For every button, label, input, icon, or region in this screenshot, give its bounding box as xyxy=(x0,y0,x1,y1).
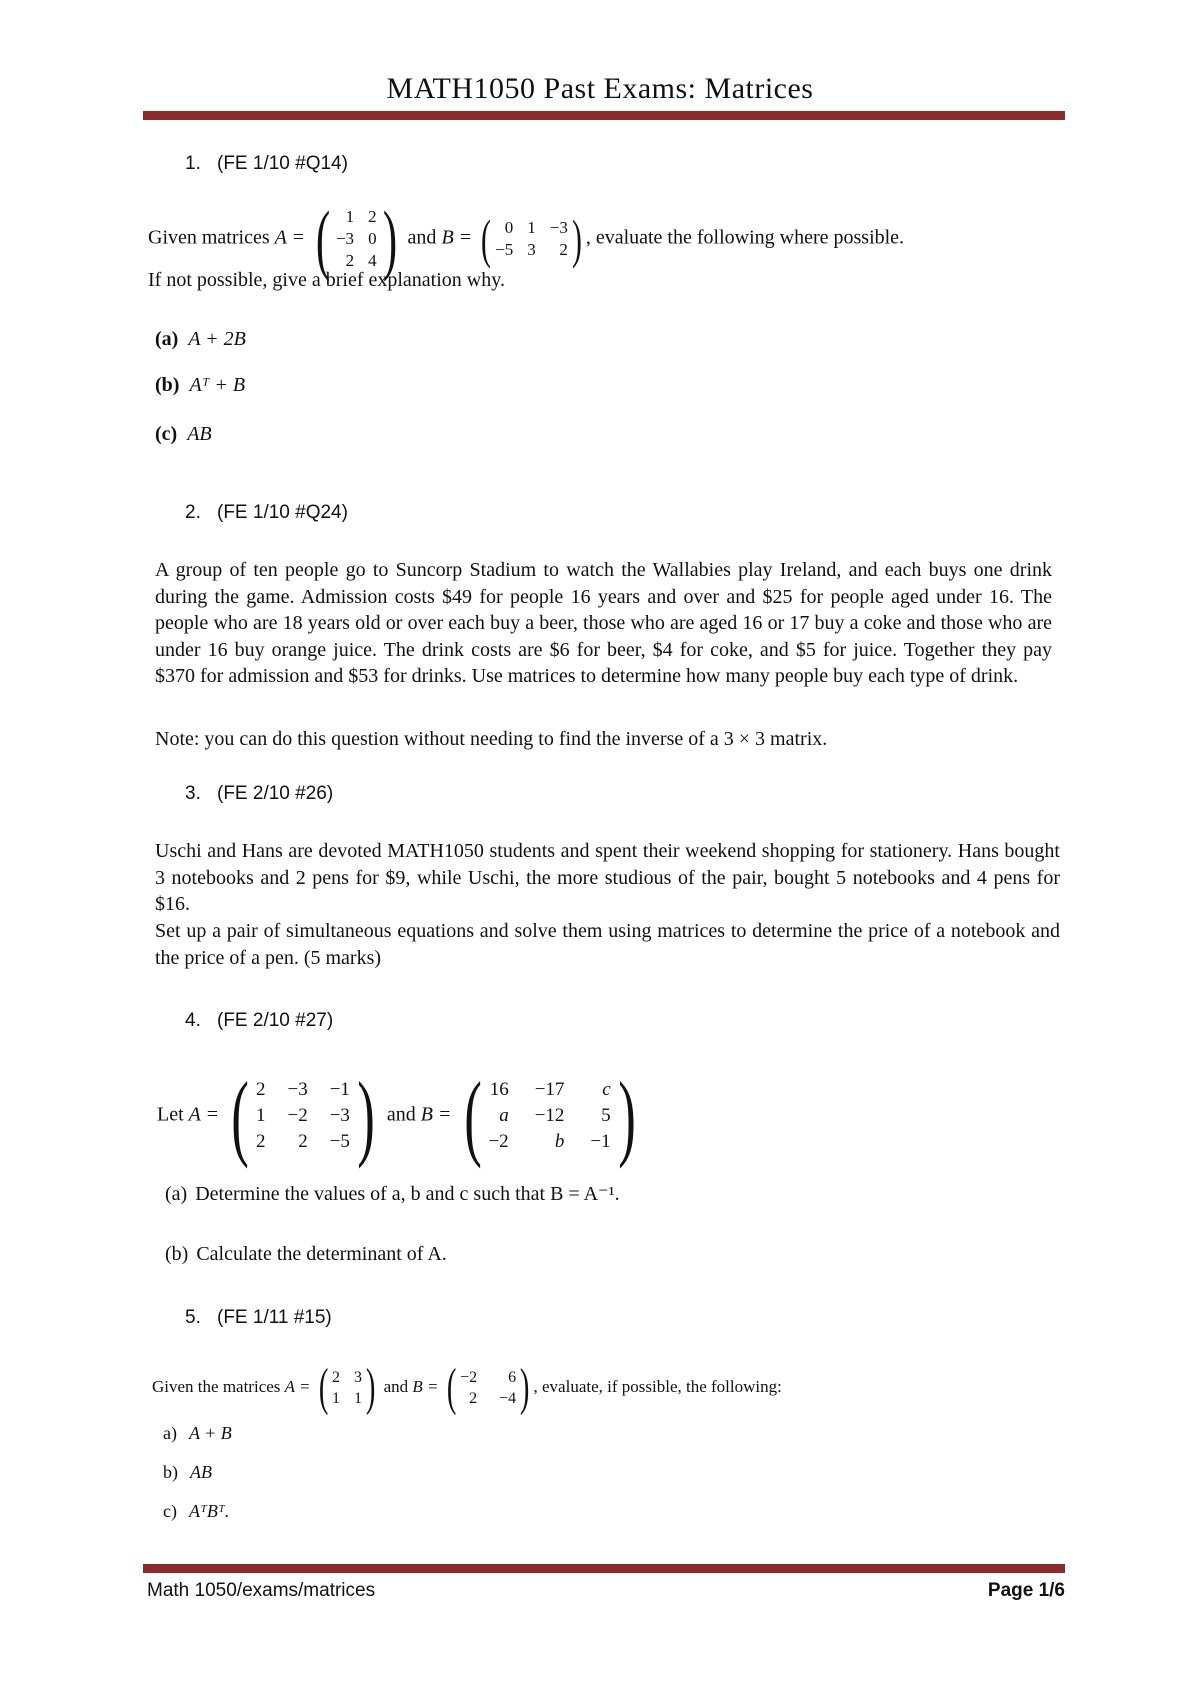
question-source: (FE 2/10 #27) xyxy=(217,1010,334,1031)
question-1-line2: If not possible, give a brief explanation why. xyxy=(148,269,505,291)
matrix-a: ( 2 3 1 1 ) xyxy=(318,1359,376,1416)
question-source: (FE 1/10 #Q14) xyxy=(217,153,348,174)
and-text: and xyxy=(383,1376,409,1396)
matrix-b: ( 16 −17 c a −12 5 −2 b −1 ) xyxy=(463,1062,636,1169)
question-3-paragraph-1: Uschi and Hans are devoted MATH1050 students and spent their weekend shopping for stationery. Hans bought 3 notebooks and 2 pens for $9, while Uschi, the more studious of the pair, bought 5 notebooks and 4 pens for $16. xyxy=(155,840,1060,915)
question-3-heading xyxy=(185,783,333,805)
question-4-part-a: (a) Determine the values of a, b and c such that B = A⁻¹. xyxy=(165,1183,620,1205)
matrix-b: ( −2 6 2 −4 ) xyxy=(446,1359,530,1416)
question-source: (FE 1/11 #15) xyxy=(217,1307,332,1328)
question-number: 2. xyxy=(185,502,201,523)
intro-text: Given matrices xyxy=(148,226,270,249)
tail-text: , evaluate, if possible, the following: xyxy=(533,1376,782,1396)
question-number: 4. xyxy=(185,1010,201,1031)
question-1-part-c: (c) AB xyxy=(155,423,212,445)
question-5-heading xyxy=(185,1307,332,1329)
question-4-part-b: (b) Calculate the determinant of A. xyxy=(165,1243,447,1265)
question-number: 5. xyxy=(185,1307,201,1328)
question-5-part-c: c) AᵀBᵀ. xyxy=(163,1501,230,1521)
question-2-paragraph: A group of ten people go to Suncorp Stadium to watch the Wallabies play Ireland, and each buys one drink during the game. Admission costs $49 for people 16 years and over and $25 for people aged under 16. The people who are 18 years old or over each buy a beer, those who are aged 16 or 17 buy a coke and those who are under 16 buy orange juice. The drink costs are $6 for beer, $4 for coke, and $5 for juice. Together they pay $370 for admission and $53 for drinks. Use matrices to determine how many people buy each type of drink. xyxy=(155,559,1052,687)
footer-rule xyxy=(143,1564,1065,1573)
footer-path: Math 1050/exams/matrices xyxy=(147,1580,376,1601)
matrix-a: ( 2 −3 −1 1 −2 −3 2 2 −5 ) xyxy=(231,1062,375,1169)
question-4-heading xyxy=(185,1010,333,1032)
question-1-part-a: (a) A + 2B xyxy=(155,328,246,350)
matrix-a: ( 1 2 −3 0 2 4 ) xyxy=(315,195,397,282)
question-number: 1. xyxy=(185,153,201,174)
matrix-b-label: B = xyxy=(420,1103,452,1126)
question-3-paragraph-2: Set up a pair of simultaneous equations and solve them using matrices to determine the price of a notebook and the price of a pen. (5 marks) xyxy=(155,920,1060,969)
page-title: MATH1050 Past Exams: Matrices xyxy=(386,72,814,105)
and-text: and xyxy=(407,226,437,249)
tail-text: , evaluate the following where possible. xyxy=(585,226,905,249)
question-1-part-b: (b) Aᵀ + B xyxy=(155,374,246,396)
and-text: and xyxy=(386,1103,416,1126)
question-source: (FE 1/10 #Q24) xyxy=(217,502,348,523)
matrix-b: ( 0 1 −3 −5 3 2 ) xyxy=(481,209,582,269)
question-source: (FE 2/10 #26) xyxy=(217,783,334,804)
matrix-b-label: B = xyxy=(412,1376,439,1396)
question-5-part-b: b) AB xyxy=(163,1462,212,1482)
question-number: 3. xyxy=(185,783,201,804)
intro-text: Given the matrices xyxy=(152,1376,281,1396)
matrix-a-label: A = xyxy=(274,226,305,249)
page-number: Page 1/6 xyxy=(987,1580,1065,1601)
matrix-a-label: A = xyxy=(188,1103,220,1126)
question-4-matrices xyxy=(157,1062,643,1169)
question-2-note: Note: you can do this question without needing to find the inverse of a 3 × 3 matrix. xyxy=(155,728,828,750)
intro-text: Let xyxy=(157,1103,184,1126)
question-2-heading xyxy=(185,502,348,524)
question-5-part-a: a) A + B xyxy=(163,1423,232,1443)
header-rule xyxy=(143,111,1065,120)
matrix-a-label: A = xyxy=(284,1376,311,1396)
question-5-matrices xyxy=(152,1359,782,1416)
question-1-heading xyxy=(185,153,348,175)
matrix-b-label: B = xyxy=(441,226,473,249)
